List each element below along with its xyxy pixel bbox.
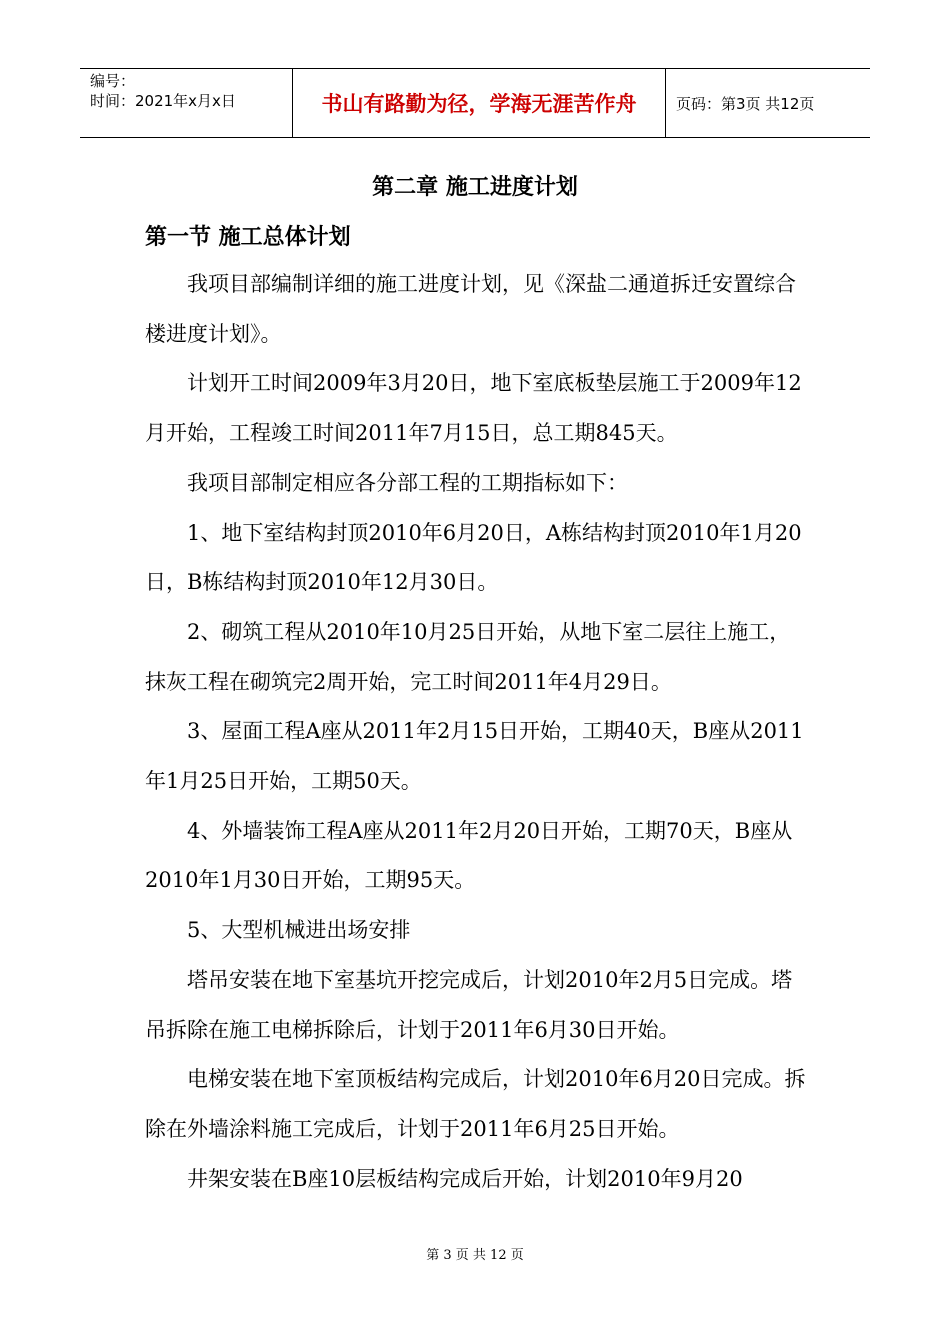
- paragraph: 5、大型机械进出场安排: [187, 918, 411, 943]
- paragraph: 井架安装在B座10层板结构完成后开始，计划2010年9月20: [187, 1166, 743, 1191]
- header-page-info: 页码：第3页 共12页: [676, 94, 815, 113]
- paragraph: 2、砌筑工程从2010年10月25日开始，从地下室二层往上施工，抹灰工程在砌筑完2周开始，完工时间2011年4月29日。: [145, 619, 791, 694]
- page-footer: 第 3 页 共 12 页: [426, 1248, 524, 1263]
- header-table: [80, 68, 870, 138]
- header-motto: 书山有路勤为径，学海无涯苦作舟: [293, 69, 666, 137]
- header-meta: [80, 69, 293, 137]
- paragraph: 我项目部制定相应各分部工程的工期指标如下：: [187, 470, 628, 495]
- body-text: [145, 260, 811, 1204]
- paragraph: 4、外墙装饰工程A座从2011年2月20日开始，工期70天，B座从2010年1月30日开始，工期95天。: [145, 818, 793, 893]
- paragraph: 我项目部编制详细的施工进度计划，见《深盐二通道拆迁安置综合楼进度计划》。: [145, 272, 796, 346]
- chapter-title: 第二章 施工进度计划: [372, 175, 578, 200]
- number-label: 编号：: [90, 72, 136, 90]
- section-title: 第一节 施工总体计划: [145, 225, 351, 250]
- paragraph: 塔吊安装在地下室基坑开挖完成后，计划2010年2月5日完成。塔吊拆除在施工电梯拆除后，计划于2011年6月30日开始。: [145, 967, 793, 1042]
- paragraph: 1、地下室结构封顶2010年6月20日，A栋结构封顶2010年1月20日，B栋结构封顶2010年12月30日。: [145, 520, 802, 595]
- paragraph: 电梯安装在地下室顶板结构完成后，计划2010年6月20日完成。拆除在外墙涂料施工完成后，计划于2011年6月25日开始。: [145, 1067, 806, 1141]
- paragraph: 3、屋面工程A座从2011年2月15日开始，工期40天，B座从2011年1月25日开始，工期50天。: [145, 719, 804, 794]
- time-label: 时间：2021年x月x日: [90, 92, 236, 110]
- paragraph: 计划开工时间2009年3月20日，地下室底板垫层施工于2009年12月开始，工程竣工时间2011年7月15日，总工期845天。: [145, 371, 802, 446]
